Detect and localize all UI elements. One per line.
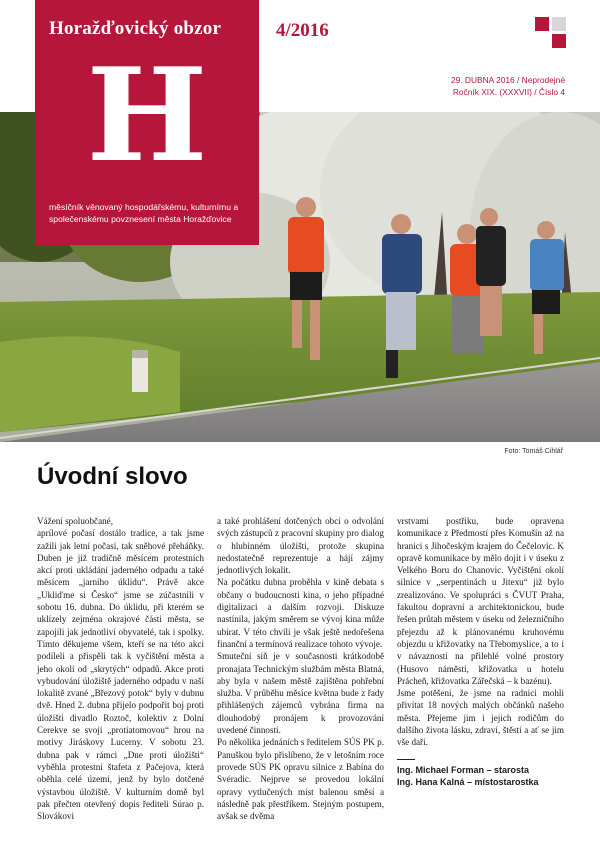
newspaper-title: Horažďovický obzor [49,18,222,39]
runner-dark [476,208,506,336]
paragraph: Na počátku dubna proběhla v kině debata s občany o budoucnosti kina, o jeho případné digitalizaci a dalším rozvoji. Diskuze nastínila, jakým směrem se vývoj kina může ubírat. V této chvíli je však ještě nedořešena finanční a termínová realizace tohoto vývoje. [217,577,384,649]
signature-deputy-mayor: Ing. Hana Kalná – místostarostka [397,776,539,787]
date-line: 29. DUBNA 2016 / Neprodejné [450,75,565,85]
masthead-block [35,0,259,245]
volume-line: Ročník XIX. (XXXVII) / Číslo 4 [452,87,565,97]
paragraph: Po několika jednáních s ředitelem SÚS PK p. Panuškou bylo přislíbeno, že v letošním roce provede SÚS PK opravu silnice z Babína do Svéradic. Nejprve se provedou lokální opravy vytlučených míst balenou směsí a následně pak přestříkem. Stejným postupem, avšak se dvěma [217,737,384,822]
paragraph: aprílové počasí dostálo tradice, a tak jsme zažili jak letní počasí, tak sněhové přeháňky. Duben je již tradičně měsícem protestních akcí proti ukládání jaderného odpadu a také měsícem „jarního úklidu“. Právě akce „Ukliďme si Česko“ jsme se zúčastnili v sobotu 16. dubna. Do úklidu, při kterém se uklízely zejména okrajové části města, se zapojili jak jednotliví obyvatelé, tak i spolky. Tímto děkujeme všem, kteří se na této akci podíleli a přispěli tak k vyčištění města a jeho okolí od „skrytých“ odpadů. Akce proti vybudování úložiště jaderného odpadu v naší lokalitě zvané „Březový potok“ byly v dubnu dvě. Hned 2. dubna přijelo podpořit boj proti úložišti divadlo Roztoč, kolektiv z Dolní Cerekve se svojí „protiatomovou“ hrou na motivy Jiráskovy Lucerny. V sobotu 23. dubna pak v rámci „Dne proti úložišti“ vyběhla protestní štafeta z Pačejova, která oběhla celé území, jenž by bylo dotčené výstavbou úložiště. V kulturním domě byl pak přečten otevřený dopis řediteli Súrao p. Slovákovi [37,528,204,822]
paragraph: Smuteční síň je v současnosti krátkodobě pronajata Technickým službám města Blatná, aby byla v našem městě zajištěna pohřební služba. V průběhu měsíce května bude z řady přihlášených zájemců vybrána firma na dlouhodobý pronájem k provozování uvedené činnosti. [217,651,384,736]
publication-info [451,74,565,98]
paragraph: vrstvami postřiku, bude opravena komunikace z Předmostí přes Komušín až na hranici s Jihočeským krajem do Čečelovic. K opravě komunikace by mělo dojít i v úseku z Velkého Boru do Chanovic. Vyčištění okolí silnice v „serpentinách u Jitexu“ již bylo zrealizováno. Ve spolupráci s ČVUT Praha, fakultou dopravní a architektonickou, bude řešen průtah městem v úseku od železničního přejezdu až k plánovanému kruhovému objezdu u křižovatky na Třebomyslice, a to i v návaznosti na přilehlé volné prostory (Husovo náměstí, křižovatka u hotelu Prácheň, křižovatka Zářečská – k bazénu). [397,516,564,686]
article-column-2 [217,515,384,822]
article-column-3 [397,515,564,788]
logo-squares-icon [535,17,567,49]
signature-mayor: Ing. Michael Forman – starosta [397,764,530,775]
masthead-description: měsíčník věnovaný hospodářskému, kulturnímu a společenskému povznesení města Horažďovice [49,202,239,224]
photo-credit: Foto: Tomáš Cihlář [504,448,563,455]
issue-number: 4/2016 [276,20,329,41]
masthead-letter: H [86,41,208,191]
paragraph: Jsme potěšeni, že jsme na radnici mohli přivítat 18 nových malých občánků našeho města. Přejeme jim i jejich rodičům do dalšího života lásku, zdraví, štěstí a ať se jim vše daří. [397,688,564,748]
article-headline: Úvodní slovo [37,463,188,490]
article-column-1 [37,515,204,822]
paragraph: Vážení spoluobčané, [37,516,114,526]
paragraph: a také prohlášení dotčených obcí o odvolání svých zástupců z pracovní skupiny pro dialog o hlubinném úložišti, protože skupina nedostatečně reprezentuje a hájí zájmy jednotlivých lokalit. [217,516,384,576]
signature-divider [397,759,415,760]
